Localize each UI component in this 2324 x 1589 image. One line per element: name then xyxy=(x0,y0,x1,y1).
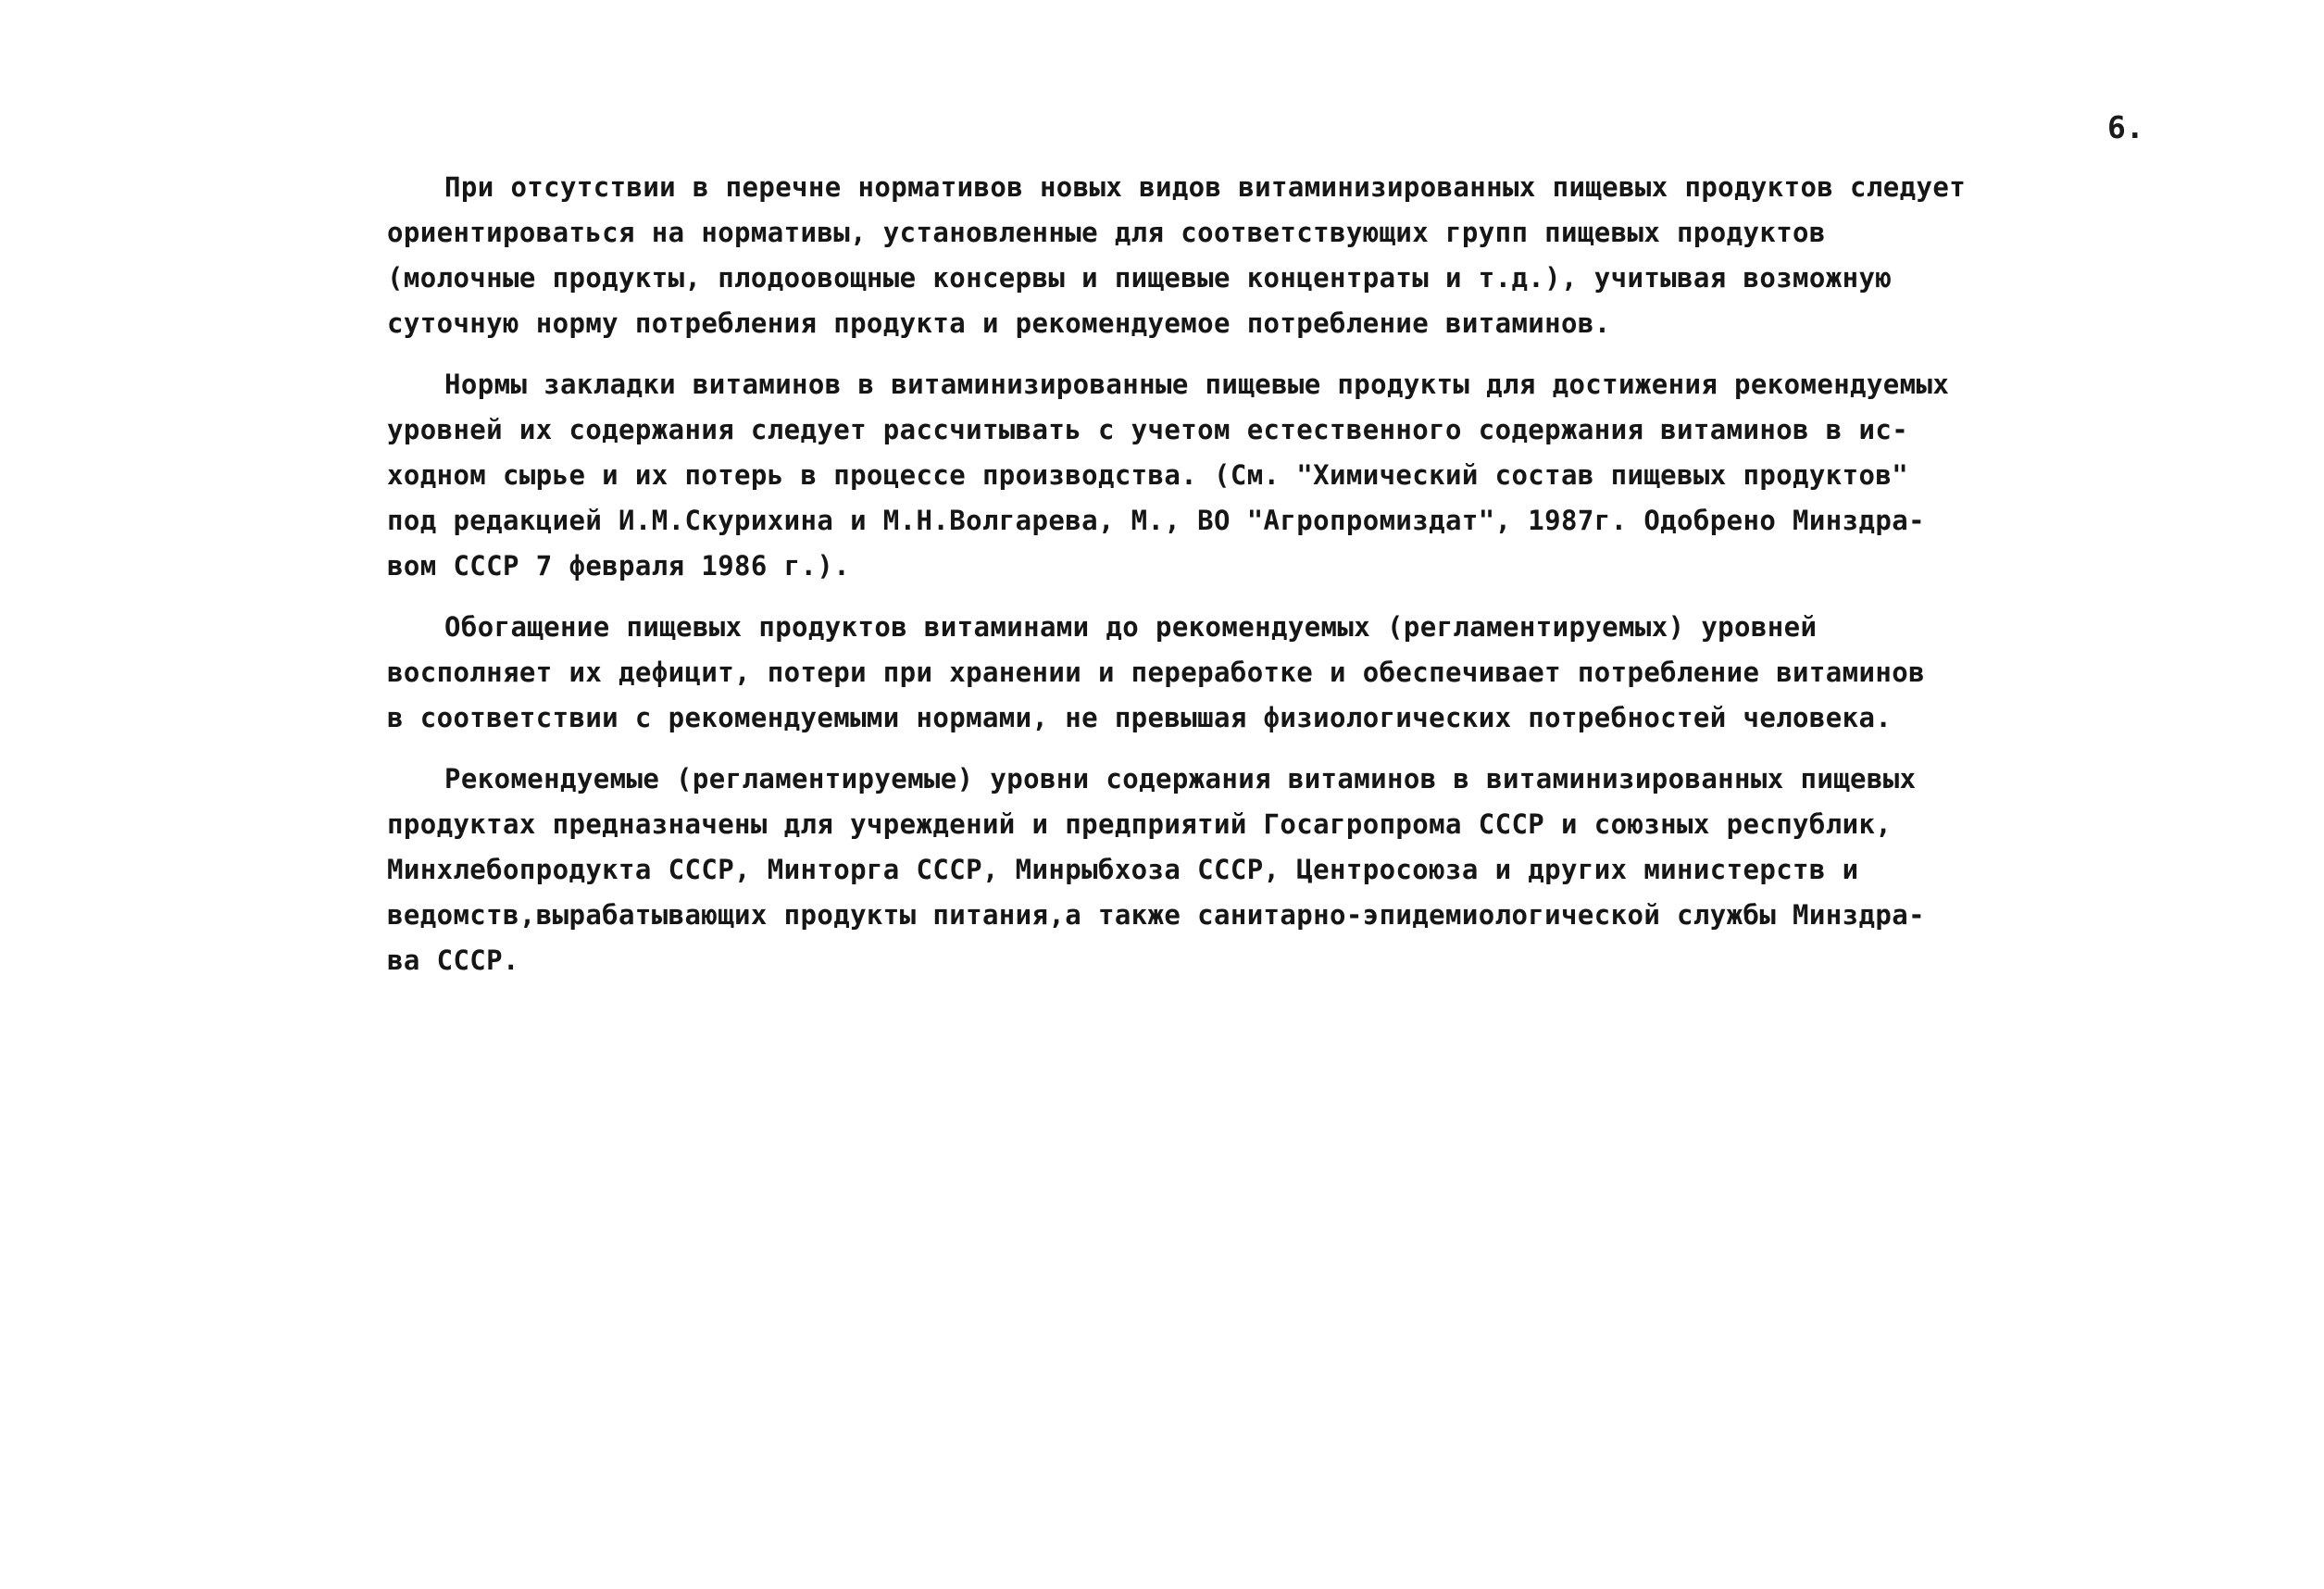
paragraph-4 xyxy=(387,757,2146,983)
text-line: Рекомендуемые (регламентируемые) уровни содержания витаминов в витаминизированных пищевых xyxy=(444,763,1917,794)
text-line: Обогащение пищевых продуктов витаминами до рекомендуемых (регламентируемых) уровней xyxy=(444,611,1818,643)
text-line: в соответствии с рекомендуемыми нормами, не превышая физиологических потребностей человека. xyxy=(387,702,1893,733)
text-line: восполняет их дефицит, потери при хранении и переработке и обеспечивает потребление витаминов xyxy=(387,657,1925,688)
text-line: Минхлебопродукта СССР, Минторга СССР, Минрыбхоза СССР, Центросоюза и других министерств и xyxy=(387,854,1859,885)
text-line: ходном сырье и их потерь в процессе производства. (См. "Химический состав пищевых продуктов" xyxy=(387,459,1909,491)
text-line: Нормы закладки витаминов в витаминизированные пищевые продукты для достижения рекомендуемых xyxy=(444,369,1950,400)
text-line: ведомств,вырабатывающих продукты питания,а также санитарно-эпидемиологической службы Минздра- xyxy=(387,899,1925,931)
text-line: суточную норму потребления продукта и рекомендуемое потребление витаминов. xyxy=(387,307,1611,339)
text-line: продуктах предназначены для учреждений и предприятий Госагропрома СССР и союзных республик, xyxy=(387,808,1893,840)
paragraph-1 xyxy=(387,165,2146,346)
text-line: вом СССР 7 февраля 1986 г.). xyxy=(387,550,851,582)
text-line: уровней их содержания следует рассчитывать с учетом естественного содержания витаминов в ис- xyxy=(387,414,1909,445)
text-line: ва СССР. xyxy=(387,945,519,976)
paragraph-3 xyxy=(387,605,2146,741)
text-line: ориентироваться на нормативы, установленные для соответствующих групп пищевых продуктов xyxy=(387,217,1826,248)
document-body xyxy=(387,165,2146,999)
page-number: 6. xyxy=(2107,109,2144,145)
text-line: При отсутствии в перечне нормативов новых видов витаминизированных пищевых продуктов следует xyxy=(444,171,1967,203)
text-line: под редакцией И.М.Скурихина и М.Н.Волгарева, М., ВО "Агропромиздат", 1987г. Одобрено Минздра- xyxy=(387,505,1925,536)
paragraph-2 xyxy=(387,362,2146,589)
text-line: (молочные продукты, плодоовощные консервы и пищевые концентраты и т.д.), учитывая возможную xyxy=(387,262,1893,294)
